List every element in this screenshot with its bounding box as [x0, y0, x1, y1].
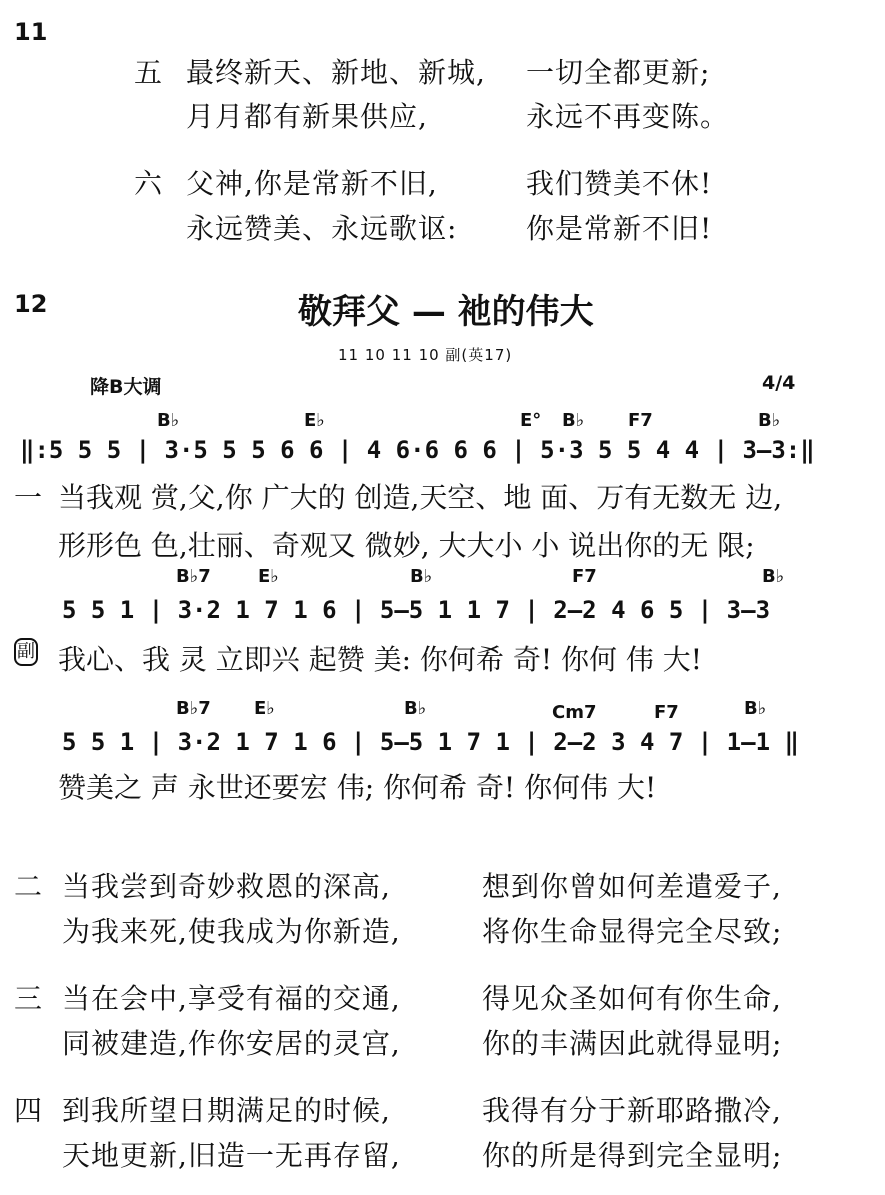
- refrain-lyric-2: 赞美之 声 永世还要宏 伟; 你何希 奇! 你何伟 大!: [58, 771, 657, 804]
- chord-15: Cm7: [552, 702, 597, 723]
- hymn-number-12: 12: [14, 290, 48, 318]
- chord-16: F7: [654, 702, 679, 723]
- chord-6: B♭: [758, 410, 781, 431]
- verse-3-line1-b: 得见众圣如何有你生命,: [482, 982, 782, 1015]
- notation-line-2: 5 5 1 | 3·2 1 7 1 6 | 5—5 1 1 7 | 2—2 4 6 5 | 3—3: [62, 596, 771, 624]
- verse-3-line1-a: 当在会中,享受有福的交通,: [62, 982, 401, 1015]
- verse-4-line1-a: 到我所望日期满足的时候,: [62, 1094, 391, 1127]
- lyric-line-1: 当我观 赏,父,你 广大的 创造,天空、地 面、万有无数无 边,: [58, 481, 783, 514]
- chord-4: B♭: [562, 410, 585, 431]
- verse-5-line1-a: 最终新天、新地、新城,: [186, 56, 486, 89]
- chord-8: E♭: [258, 566, 279, 587]
- verse-2-line1-a: 当我尝到奇妙救恩的深高,: [62, 870, 391, 903]
- chord-11: B♭: [762, 566, 785, 587]
- verse-6-marker: 六: [134, 167, 164, 200]
- verse-5-line1-b: 一切全都更新;: [526, 56, 711, 89]
- chord-9: B♭: [410, 566, 433, 587]
- hymn-title: 敬拜父 — 祂的伟大: [298, 292, 594, 332]
- verse-5-line2-a: 月月都有新果供应,: [186, 100, 428, 133]
- verse-6-line1-b: 我们赞美不休!: [526, 167, 713, 200]
- chord-2: E♭: [304, 410, 325, 431]
- verse-2-line2-b: 将你生命显得完全尽致;: [482, 915, 783, 948]
- verse-4-line1-b: 我得有分于新耶路撒冷,: [482, 1094, 782, 1127]
- verse-5-line2-b: 永远不再变陈。: [526, 100, 730, 133]
- time-signature: 4/4: [762, 372, 796, 394]
- verse-5-marker: 五: [134, 56, 164, 89]
- chord-13: E♭: [254, 698, 275, 719]
- verse-1-marker: 一: [14, 481, 43, 514]
- verse-6-line2-a: 永远赞美、永远歌讴:: [186, 212, 458, 245]
- chord-5: F7: [628, 410, 653, 431]
- verse-2-marker: 二: [14, 870, 44, 903]
- verse-2-line1-b: 想到你曾如何差遣爱子,: [482, 870, 782, 903]
- refrain-lyric-1: 我心、我 灵 立即兴 起赞 美: 你何希 奇! 你何 伟 大!: [58, 643, 703, 676]
- chord-10: F7: [572, 566, 597, 587]
- verse-3-line2-b: 你的丰满因此就得显明;: [482, 1027, 783, 1060]
- verse-6-line1-a: 父神,你是常新不旧,: [186, 167, 438, 200]
- lyric-line-2: 形形色 色,壮丽、奇观又 微妙, 大大小 小 说出你的无 限;: [58, 529, 755, 562]
- verse-4-line2-b: 你的所是得到完全显明;: [482, 1139, 783, 1172]
- chord-12: B♭7: [176, 698, 211, 719]
- notation-line-1: ‖:5 5 5 | 3·5 5 5 6 6 | 4 6·6 6 6 | 5·3 5 5 4 4 | 3—3:‖: [20, 436, 815, 464]
- hymn-number-11: 11: [14, 18, 48, 46]
- meter-info: 11 10 11 10 副(英17): [338, 346, 513, 364]
- chord-3: E°: [520, 410, 542, 431]
- chord-7: B♭7: [176, 566, 211, 587]
- chord-14: B♭: [404, 698, 427, 719]
- verse-3-line2-a: 同被建造,作你安居的灵宫,: [62, 1027, 401, 1060]
- key-signature: 降B大调: [90, 376, 162, 398]
- chord-17: B♭: [744, 698, 767, 719]
- verse-2-line2-a: 为我来死,使我成为你新造,: [62, 915, 401, 948]
- verse-4-line2-a: 天地更新,旧造一无再存留,: [62, 1139, 401, 1172]
- chord-1: B♭: [157, 410, 180, 431]
- verse-3-marker: 三: [14, 982, 44, 1015]
- refrain-label: 副: [14, 638, 38, 666]
- notation-line-3: 5 5 1 | 3·2 1 7 1 6 | 5—5 1 7 1 | 2—2 3 4 7 | 1—1 ‖: [62, 728, 799, 756]
- verse-4-marker: 四: [14, 1094, 44, 1127]
- verse-6-line2-b: 你是常新不旧!: [526, 212, 713, 245]
